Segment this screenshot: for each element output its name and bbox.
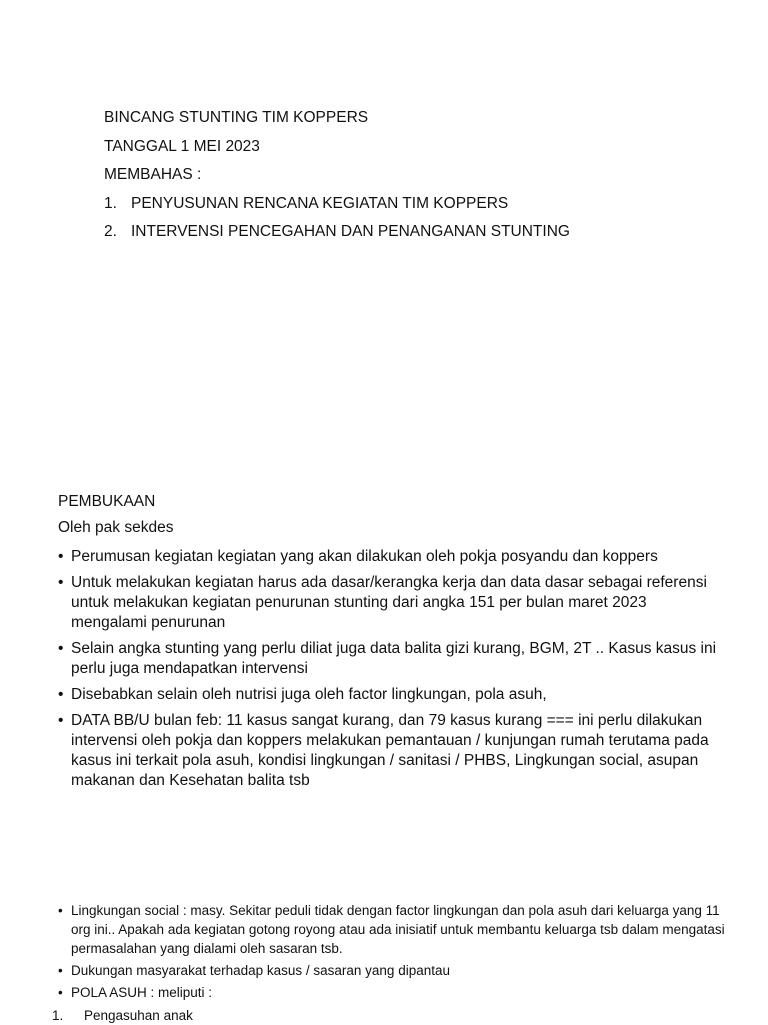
agenda-item xyxy=(104,190,744,219)
document-title: BINCANG STUNTING TIM KOPPERS xyxy=(104,109,369,126)
bullet-item xyxy=(58,961,728,980)
agenda-item xyxy=(104,218,744,247)
section-heading: PEMBUKAAN xyxy=(58,493,156,510)
bullet-icon: • xyxy=(58,686,64,703)
bullet-item xyxy=(58,685,718,705)
slide-2 xyxy=(58,489,718,791)
numbered-item-text: Pengasuhan anak xyxy=(84,1008,193,1023)
bullet-icon: • xyxy=(58,963,63,978)
bullet-item xyxy=(58,711,718,791)
bullet-text: Lingkungan social : masy. Sekitar peduli tidak dengan factor lingkungan dan pola asuh dari keluarga yang 11 org ini.. Apakah ada kegiatan gotong royong atau ada inisiatif untuk membantu keluarga tsb dalam mengatasi permasalahan yang dialami oleh sasaran tsb. xyxy=(71,903,725,956)
meeting-date: TANGGAL 1 MEI 2023 xyxy=(104,137,260,155)
bullet-item xyxy=(58,547,718,567)
agenda-item-text: INTERVENSI PENCEGAHAN DAN PENANGANAN STUNTING xyxy=(131,223,570,240)
slide-3 xyxy=(52,898,728,1025)
bullet-item xyxy=(58,639,718,679)
bullet-icon: • xyxy=(58,548,64,565)
bullet-icon: • xyxy=(58,903,63,918)
numbered-item-number: 1. xyxy=(52,1008,64,1023)
bullet-text: Disebabkan selain oleh nutrisi juga oleh factor lingkungan, pola asuh, xyxy=(71,686,547,703)
agenda-item-text: PENYUSUNAN RENCANA KEGIATAN TIM KOPPERS xyxy=(131,194,509,212)
discussion-label: MEMBAHAS : xyxy=(104,166,202,183)
bullet-icon: • xyxy=(58,712,64,729)
agenda-item-number: 1. xyxy=(104,194,117,212)
bullet-item xyxy=(58,901,728,958)
bullet-icon: • xyxy=(58,640,64,657)
slide-1 xyxy=(104,104,744,247)
section-subheading: Oleh pak sekdes xyxy=(58,519,174,536)
agenda-item-number: 2. xyxy=(104,223,117,240)
bullet-item xyxy=(58,573,718,633)
bullet-item xyxy=(58,983,728,1002)
numbered-item xyxy=(52,1006,728,1025)
bullet-text: Dukungan masyarakat terhadap kasus / sasaran yang dipantau xyxy=(71,963,450,978)
bullet-text: Perumusan kegiatan kegiatan yang akan dilakukan oleh pokja posyandu dan koppers xyxy=(71,548,658,565)
bullet-icon: • xyxy=(58,574,64,591)
bullet-text: Untuk melakukan kegiatan harus ada dasar/kerangka kerja dan data dasar sebagai referensi untuk melakukan kegiatan penurunan stunting dari angka 151 per bulan maret 2023 mengalami penurunan xyxy=(71,574,707,631)
bullet-text: Selain angka stunting yang perlu diliat juga data balita gizi kurang, BGM, 2T .. Kasus kasus ini perlu juga mendapatkan intervensi xyxy=(71,640,717,677)
bullet-text: DATA BB/U bulan feb: 11 kasus sangat kurang, dan 79 kasus kurang === ini perlu dilakukan intervensi oleh pokja dan koppers melakukan pemantauan / kunjungan rumah terutama pada kasus ini terkait pola asuh, kondisi lingkungan / sanitasi / PHBS, Lingkungan social, asupan makanan dan Kesehatan balita tsb xyxy=(71,712,709,789)
bullet-text: POLA ASUH : meliputi : xyxy=(71,985,213,1000)
bullet-icon: • xyxy=(58,985,63,1000)
